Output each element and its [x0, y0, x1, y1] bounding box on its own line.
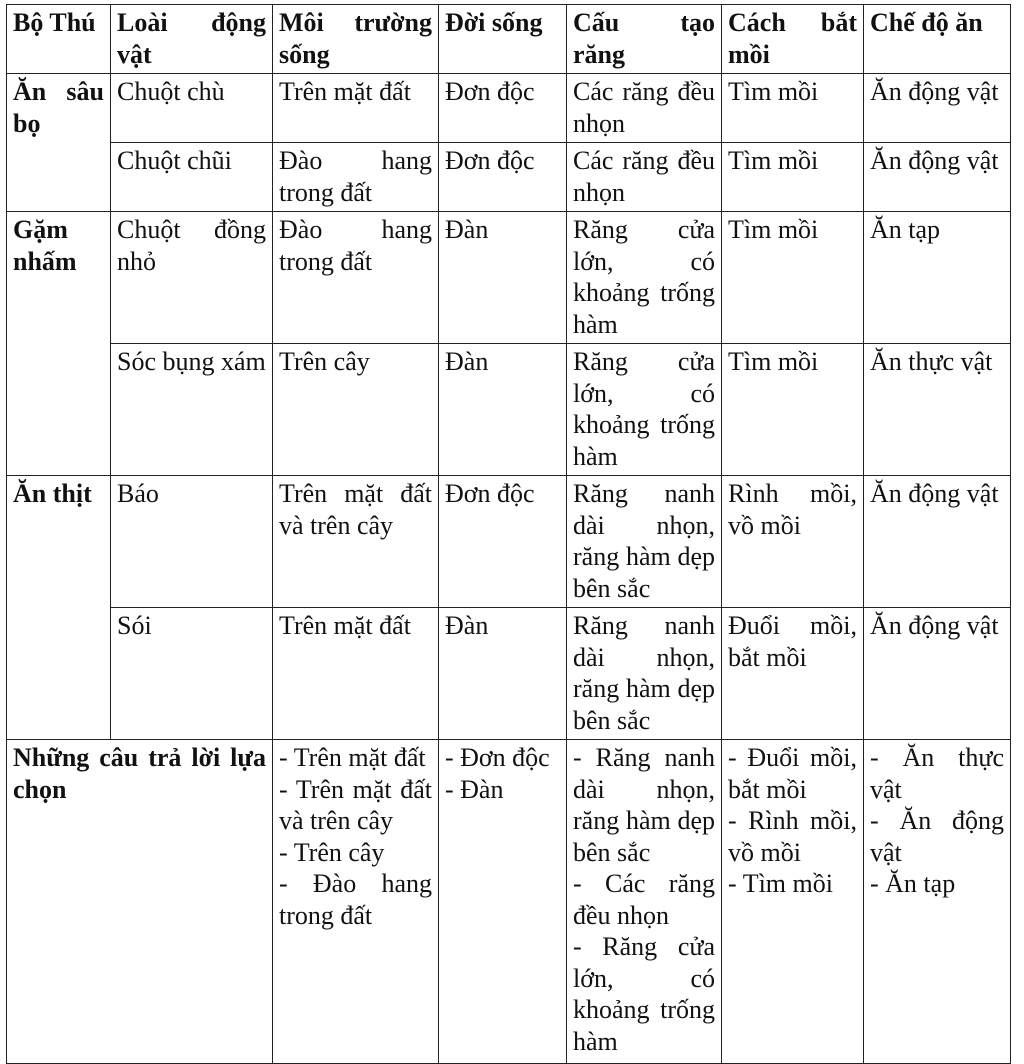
species-cell: Báo [111, 476, 273, 608]
diet-cell: Ăn thực vật [864, 344, 1011, 476]
teeth-cell: Răng nanh dài nhọn, răng hàm dẹp bên sắc [567, 476, 722, 608]
header-diet: Chế độ ăn [864, 5, 1011, 74]
choice-item: - Trên cây [279, 837, 385, 867]
order-cell: Ăn sâu bọ [7, 74, 111, 212]
header-row [7, 5, 1011, 74]
choice-item: - Ăn động vật [870, 806, 1004, 867]
diet-cell: Ăn động vật [864, 143, 1011, 212]
diet-cell: Ăn động vật [864, 74, 1011, 143]
hunting-cell: Tìm mồi [722, 344, 864, 476]
choice-item: - Đuổi mồi, bắt mồi [728, 743, 857, 804]
species-cell: Chuột chũi [111, 143, 273, 212]
mammal-comparison-table [6, 4, 1011, 1064]
lifestyle-cell: Đàn [439, 344, 567, 476]
table-row [7, 74, 1011, 143]
header-order: Bộ Thú [7, 5, 111, 74]
lifestyle-cell: Đàn [439, 608, 567, 740]
diet-cell: Ăn động vật [864, 608, 1011, 740]
document-page [6, 4, 1011, 1064]
teeth-cell: Các răng đều nhọn [567, 143, 722, 212]
habitat-cell: Trên mặt đất và trên cây [273, 476, 439, 608]
choice-item: - Trên mặt đất và trên cây [279, 774, 432, 835]
choices-habitat [273, 740, 439, 1064]
header-lifestyle: Đời sống [439, 5, 567, 74]
header-species: Loài động vật [111, 5, 273, 74]
hunting-cell: Đuổi mồi, bắt mồi [722, 608, 864, 740]
choice-item: - Các răng đều nhọn [573, 869, 715, 930]
choices-label: Những câu trả lời lựa chọn [7, 740, 273, 1064]
choice-item: - Rình mồi, vồ mồi [728, 806, 857, 867]
choice-item: - Đơn độc [445, 743, 550, 772]
habitat-cell: Trên mặt đất [273, 608, 439, 740]
table-row [7, 212, 1011, 344]
hunting-cell: Tìm mồi [722, 212, 864, 344]
species-cell: Chuột chù [111, 74, 273, 143]
choice-item: - Ăn thực vật [870, 743, 1004, 804]
habitat-cell: Trên cây [273, 344, 439, 476]
choices-diet [864, 740, 1011, 1064]
choices-row [7, 740, 1011, 1064]
habitat-cell: Đào hang trong đất [273, 212, 439, 344]
habitat-cell: Đào hang trong đất [273, 143, 439, 212]
teeth-cell: Răng cửa lớn, có khoảng trống hàm [567, 212, 722, 344]
table-row [7, 344, 1011, 476]
header-teeth: Cấu tạo răng [567, 5, 722, 74]
species-cell: Sói [111, 608, 273, 740]
choices-lifestyle [439, 740, 567, 1064]
species-cell: Chuột đồng nhỏ [111, 212, 273, 344]
table-row [7, 143, 1011, 212]
lifestyle-cell: Đơn độc [439, 74, 567, 143]
choice-item: - Răng cửa lớn, có khoảng trống hàm [573, 932, 715, 1056]
order-cell: Gặm nhấm [7, 212, 111, 476]
table-row [7, 608, 1011, 740]
table-row [7, 476, 1011, 608]
choice-item: - Trên mặt đất [279, 743, 426, 772]
lifestyle-cell: Đàn [439, 212, 567, 344]
hunting-cell: Tìm mồi [722, 74, 864, 143]
choices-teeth [567, 740, 722, 1064]
hunting-cell: Rình mồi, vồ mồi [722, 476, 864, 608]
teeth-cell: Các răng đều nhọn [567, 74, 722, 143]
lifestyle-cell: Đơn độc [439, 476, 567, 608]
choice-item: - Đào hang trong đất [279, 869, 432, 930]
species-cell: Sóc bụng xám [111, 344, 273, 476]
order-cell: Ăn thịt [7, 476, 111, 740]
teeth-cell: Răng cửa lớn, có khoảng trống hàm [567, 344, 722, 476]
lifestyle-cell: Đơn độc [439, 143, 567, 212]
teeth-cell: Răng nanh dài nhọn, răng hàm dẹp bên sắc [567, 608, 722, 740]
choice-item: - Tìm mồi [728, 869, 833, 898]
choice-item: - Đàn [445, 774, 504, 804]
header-habitat: Môi trường sống [273, 5, 439, 74]
diet-cell: Ăn động vật [864, 476, 1011, 608]
hunting-cell: Tìm mồi [722, 143, 864, 212]
header-hunting: Cách bắt mồi [722, 5, 864, 74]
habitat-cell: Trên mặt đất [273, 74, 439, 143]
choice-item: - Răng nanh dài nhọn, răng hàm dẹp bên sắc [573, 743, 715, 867]
choice-item: - Ăn tạp [870, 869, 956, 898]
diet-cell: Ăn tạp [864, 212, 1011, 344]
choices-hunting [722, 740, 864, 1064]
